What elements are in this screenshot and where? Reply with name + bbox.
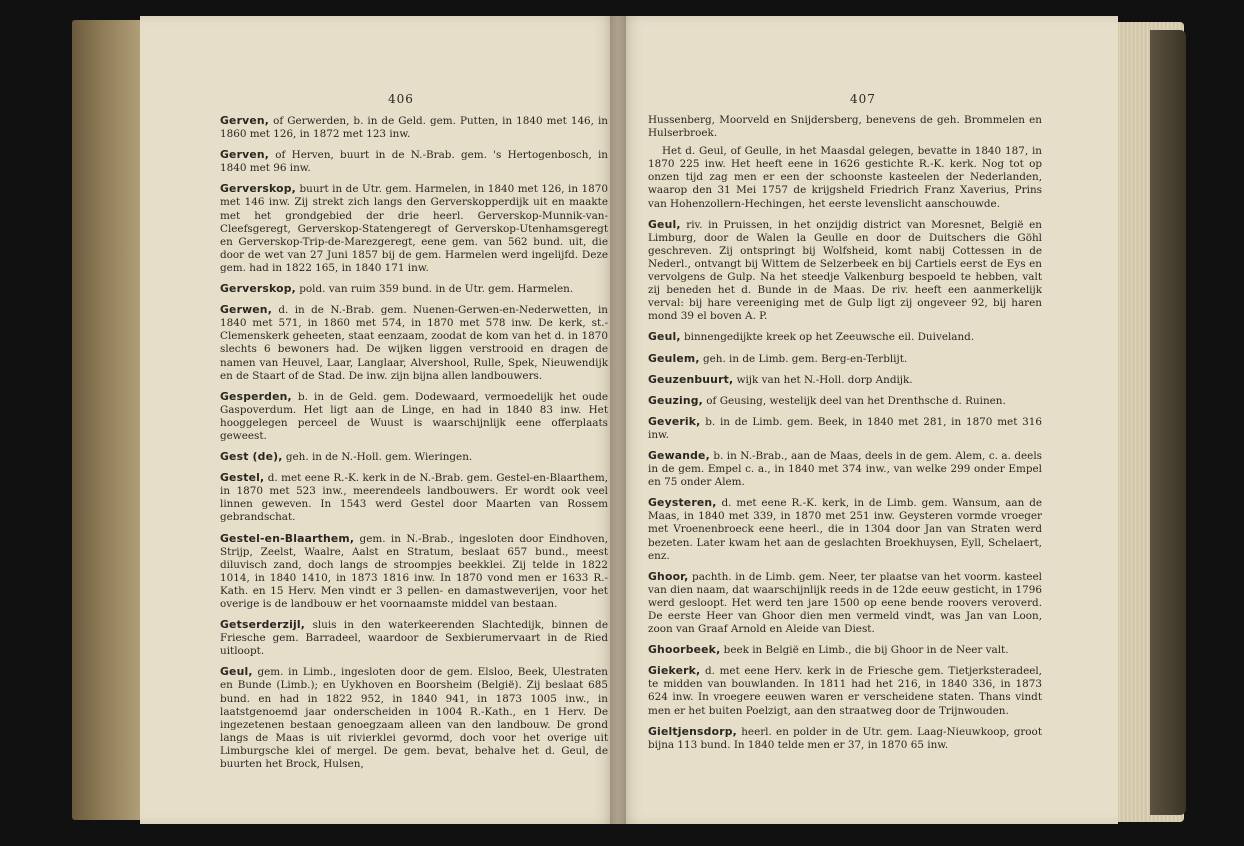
book-gutter (610, 16, 626, 824)
entry-headword: Geul, (220, 665, 253, 679)
dictionary-entry (648, 373, 1042, 387)
entry-text: gem. in Limb., ingesloten door de gem. Elsloo, Beek, Ulestraten en Bunde (Limb.); en Uykhoven en Boorsheim (België). Zij beslaat 685 bund. en had in 1822 952, in 1840 941, in 1873 1005 inw., in laatstgenoemd jaar onderscheiden in 1004 R.-Kath., en 1 Herv. De ingezetenen bestaan genoegzaam alleen van den landbouw. De grond langs de Maas is uit rivierklei gevormd, doch voor het overige uit Limburgsche klei of mergel. De gem. bevat, behalve het d. Geul, de buurten het Brock, Hulsen, (220, 666, 608, 771)
entry-text: b. in N.-Brab., aan de Maas, deels in de gem. Alem, c. a. deels in de gem. Empel c. a., in 1840 met 374 inw., van welke 299 onder Empel en 75 onder Alem. (648, 449, 1042, 489)
book-cover-edge (1150, 30, 1186, 815)
dictionary-entry (648, 496, 1042, 562)
entry-text: sluis in den waterkeerenden Slachtedijk, binnen de Friesche gem. Barradeel, waardoor de Sexbierumervaart in de Ried uitloopt. (220, 619, 608, 658)
dictionary-entry (648, 218, 1042, 324)
dictionary-entry (648, 449, 1042, 489)
page-number: 407 (850, 92, 876, 106)
entry-headword: Gest (de), (220, 450, 283, 464)
dictionary-entry (220, 665, 608, 771)
entry-continuation: Hussenberg, Moorveld en Snijdersberg, benevens de geh. Brommelen en Hulserbroek. (648, 114, 1042, 140)
entry-text: d. met eene Herv. kerk in de Friesche gem. Tietjerksteradeel, te midden van bouwlanden. In 1811 had het 216, in 1840 336, in 1873 624 inw. In vroegere eeuwen waren er verscheidene staten. Thans vindt men er het buiten Poelzigt, aan den straatweg door de Trijnwouden. (648, 665, 1042, 717)
entry-headword: Gerverskop, (220, 182, 296, 196)
dictionary-entry (220, 618, 608, 658)
entry-text: of Gerwerden, b. in de Geld. gem. Putten, in 1840 met 146, in 1860 met 126, in 1872 met 123 inw. (220, 115, 608, 141)
entry-headword: Getserderzijl, (220, 618, 306, 632)
entry-text: b. in de Geld. gem. Dodewaard, vermoedelijk het oude Gaspoverdum. Het ligt aan de Linge, en had in 1840 83 inw. Het hooggelegen perceel de Wuust is waarschijnlijk eene offerplaats geweest. (220, 390, 608, 442)
entry-text: of Herven, buurt in de N.-Brab. gem. 's Hertogenbosch, in 1840 met 96 inw. (220, 149, 608, 175)
entry-headword: Gestel, (220, 471, 265, 485)
dictionary-entry (220, 114, 608, 141)
entry-headword: Gerven, (220, 148, 270, 162)
dictionary-entry (220, 471, 608, 524)
entry-headword: Geuzenbuurt, (648, 372, 734, 386)
entry-headword: Gieltjensdorp, (648, 724, 737, 738)
entry-paragraph: Het d. Geul, of Geulle, in het Maasdal gelegen, bevatte in 1840 187, in 1870 225 inw. Het heeft eene in 1626 gestichte R.-K. kerk. Nog tot op onzen tijd zag men er een der schoonste kasteelen der Nederlanden, waarop den 31 Mei 1757 de krijgsheld Friedrich Franz Xaverius, Prins van Hohenzollern-Hechingen, het eerste levenslicht aanschouwde. (648, 145, 1042, 210)
page-number: 406 (388, 92, 414, 106)
dictionary-entry (220, 182, 608, 275)
entry-text: riv. in Pruissen, in het onzijdig district van Moresnet, België en Limburg, door de Walen la Geulle en door de Duitschers die Göhl geschreven. Zij ontspringt bij Wolfsheid, komt nabij Cottessen in de Nederl., ontvangt bij Wittem de Selzerbeek en bij Cartiels eerst de Eys en vervolgens de Gulp. Na het steedje Valkenburg bespoeld te hebben, valt zij beneden het d. Bunde in de Maas. De riv. heeft een aanmerkelijk verval: bij hare vereeniging met de Gulp ligt zij ongeveer 92, bij haren mond 39 el boven A. P. (648, 218, 1042, 323)
left-column (220, 114, 608, 778)
entry-text: d. met eene R.-K. kerk in de N.-Brab. gem. Gestel-en-Blaarthem, in 1870 met 523 inw., meerendeels landbouwers. Er wordt ook veel linnen geweven. In 1543 werd Gestel door Maarten van Rossem gebrandschat. (220, 472, 608, 524)
dictionary-entry (220, 148, 608, 175)
entry-headword: Geulem, (648, 351, 700, 365)
entry-text: wijk van het N.-Holl. dorp Andijk. (733, 373, 913, 386)
entry-text: d. in de N.-Brab. gem. Nuenen-Gerwen-en-Nederwetten, in 1840 met 571, in 1860 met 574, in 1870 met 578 inw. De kerk, st.-Clemenskerk geheeten, staat eenzaam, zoodat de kom van het d. in 1870 slechts 6 bewoners had. De wijken liggen verstrooid en dragen de namen van Heuvel, Laar, Langlaar, Alvershool, Rulle, Spek, Nieuwendijk en de Staart of de Stad. De inw. zijn bijna allen landbouwers. (220, 304, 608, 382)
entry-headword: Ghoor, (648, 569, 689, 583)
dictionary-entry (220, 450, 608, 464)
entry-text: pachth. in de Limb. gem. Neer, ter plaatse van het voorm. kasteel van dien naam, dat waarschijnlijk reeds in de 12de eeuw gesticht, in 1796 werd gesloopt. Het werd ten jare 1500 op eene bende roovers veroverd. De eerste Heer van Ghoor dien men vermeld vindt, was Jan van Loon, zoon van Graaf Arnold en Aleide van Diest. (648, 570, 1042, 636)
entry-text: of Geusing, westelijk deel van het Drenthsche d. Ruinen. (702, 394, 1006, 407)
book-left-edge (72, 20, 142, 820)
entry-text: geh. in de N.-Holl. gem. Wieringen. (282, 451, 473, 464)
entry-text: geh. in de Limb. gem. Berg-en-Terblijt. (699, 352, 908, 365)
entry-text: b. in de Limb. gem. Beek, in 1840 met 281, in 1870 met 316 inw. (648, 415, 1042, 441)
entry-headword: Gestel-en-Blaarthem, (220, 531, 355, 545)
entry-headword: Gesperden, (220, 389, 292, 403)
right-column (648, 114, 1042, 759)
entry-headword: Geysteren, (648, 496, 717, 510)
dictionary-entry (220, 532, 608, 612)
entry-headword: Ghoorbeek, (648, 643, 721, 657)
entry-text: gem. in N.-Brab., ingesloten door Eindhoven, Strijp, Zeelst, Waalre, Aalst en Stratum, beslaat 657 bund., meest diluvisch zand, doch langs de stroompjes beekklei. Zij telde in 1822 1014, in 1840 1410, in 1873 1816 inw. In 1870 vond men er 1633 R.-Kath. en 15 Herv. Men vindt er 3 pellen- en damastweverijen, voor het overige is de landbouw er het voornaamste middel van bestaan. (220, 532, 608, 610)
entry-text: d. met eene R.-K. kerk, in de Limb. gem. Wansum, aan de Maas, in 1840 met 339, in 1870 met 251 inw. Geysteren vormde vroeger met Vroenenbroeck eene heerl., die in 1304 door Jan van Straten werd bezeten. Later kwam het aan de geslachten Broekhuysen, Eyll, Schelaert, enz. (648, 497, 1042, 562)
dictionary-entry (220, 390, 608, 443)
entry-headword: Gerverskop, (220, 282, 296, 296)
dictionary-entry (648, 725, 1042, 752)
entry-headword: Geuzing, (648, 393, 703, 407)
entry-headword: Giekerk, (648, 664, 701, 678)
entry-text: pold. van ruim 359 bund. in de Utr. gem. Harmelen. (295, 283, 574, 296)
dictionary-entry (648, 394, 1042, 408)
dictionary-entry (220, 282, 608, 296)
dictionary-entry (648, 643, 1042, 657)
dictionary-entry (648, 352, 1042, 366)
entry-text: beek in België en Limb., die bij Ghoor in de Neer valt. (720, 644, 1009, 657)
entry-text: heerl. en polder in de Utr. gem. Laag-Nieuwkoop, groot bijna 113 bund. In 1840 telde men er 37, in 1870 65 inw. (648, 725, 1042, 751)
entry-headword: Gerwen, (220, 303, 272, 317)
dictionary-entry (648, 330, 1042, 344)
dictionary-entry (648, 415, 1042, 442)
right-page (618, 16, 1118, 824)
entry-headword: Geul, (648, 330, 681, 344)
entry-text: binnengedijkte kreek op het Zeeuwsche eil. Duiveland. (680, 331, 975, 344)
dictionary-entry (220, 303, 608, 383)
entry-headword: Gewande, (648, 448, 710, 462)
entry-headword: Geul, (648, 217, 681, 231)
dictionary-entry (648, 570, 1042, 636)
left-page (140, 16, 618, 824)
entry-headword: Gerven, (220, 114, 270, 127)
entry-text: buurt in de Utr. gem. Harmelen, in 1840 met 126, in 1870 met 146 inw. Zij strekt zich langs den Gerverskopperdijk uit en maakte met het grondgebied der drie heerl. Gerverskop-Munnik-van-Cleefsgeregt, Gerverskop-Statengeregt of Gerverskop-Utenhamsgeregt en Gerverskop-Trip-de-Marezgeregt, eene gem. van 562 bund. uit, die door de wet van 27 Juni 1857 bij de gem. Harmelen werd ingelijfd. Deze gem. had in 1822 165, in 1840 171 inw. (220, 183, 608, 274)
entry-headword: Geverik, (648, 414, 701, 428)
dictionary-entry (648, 664, 1042, 717)
